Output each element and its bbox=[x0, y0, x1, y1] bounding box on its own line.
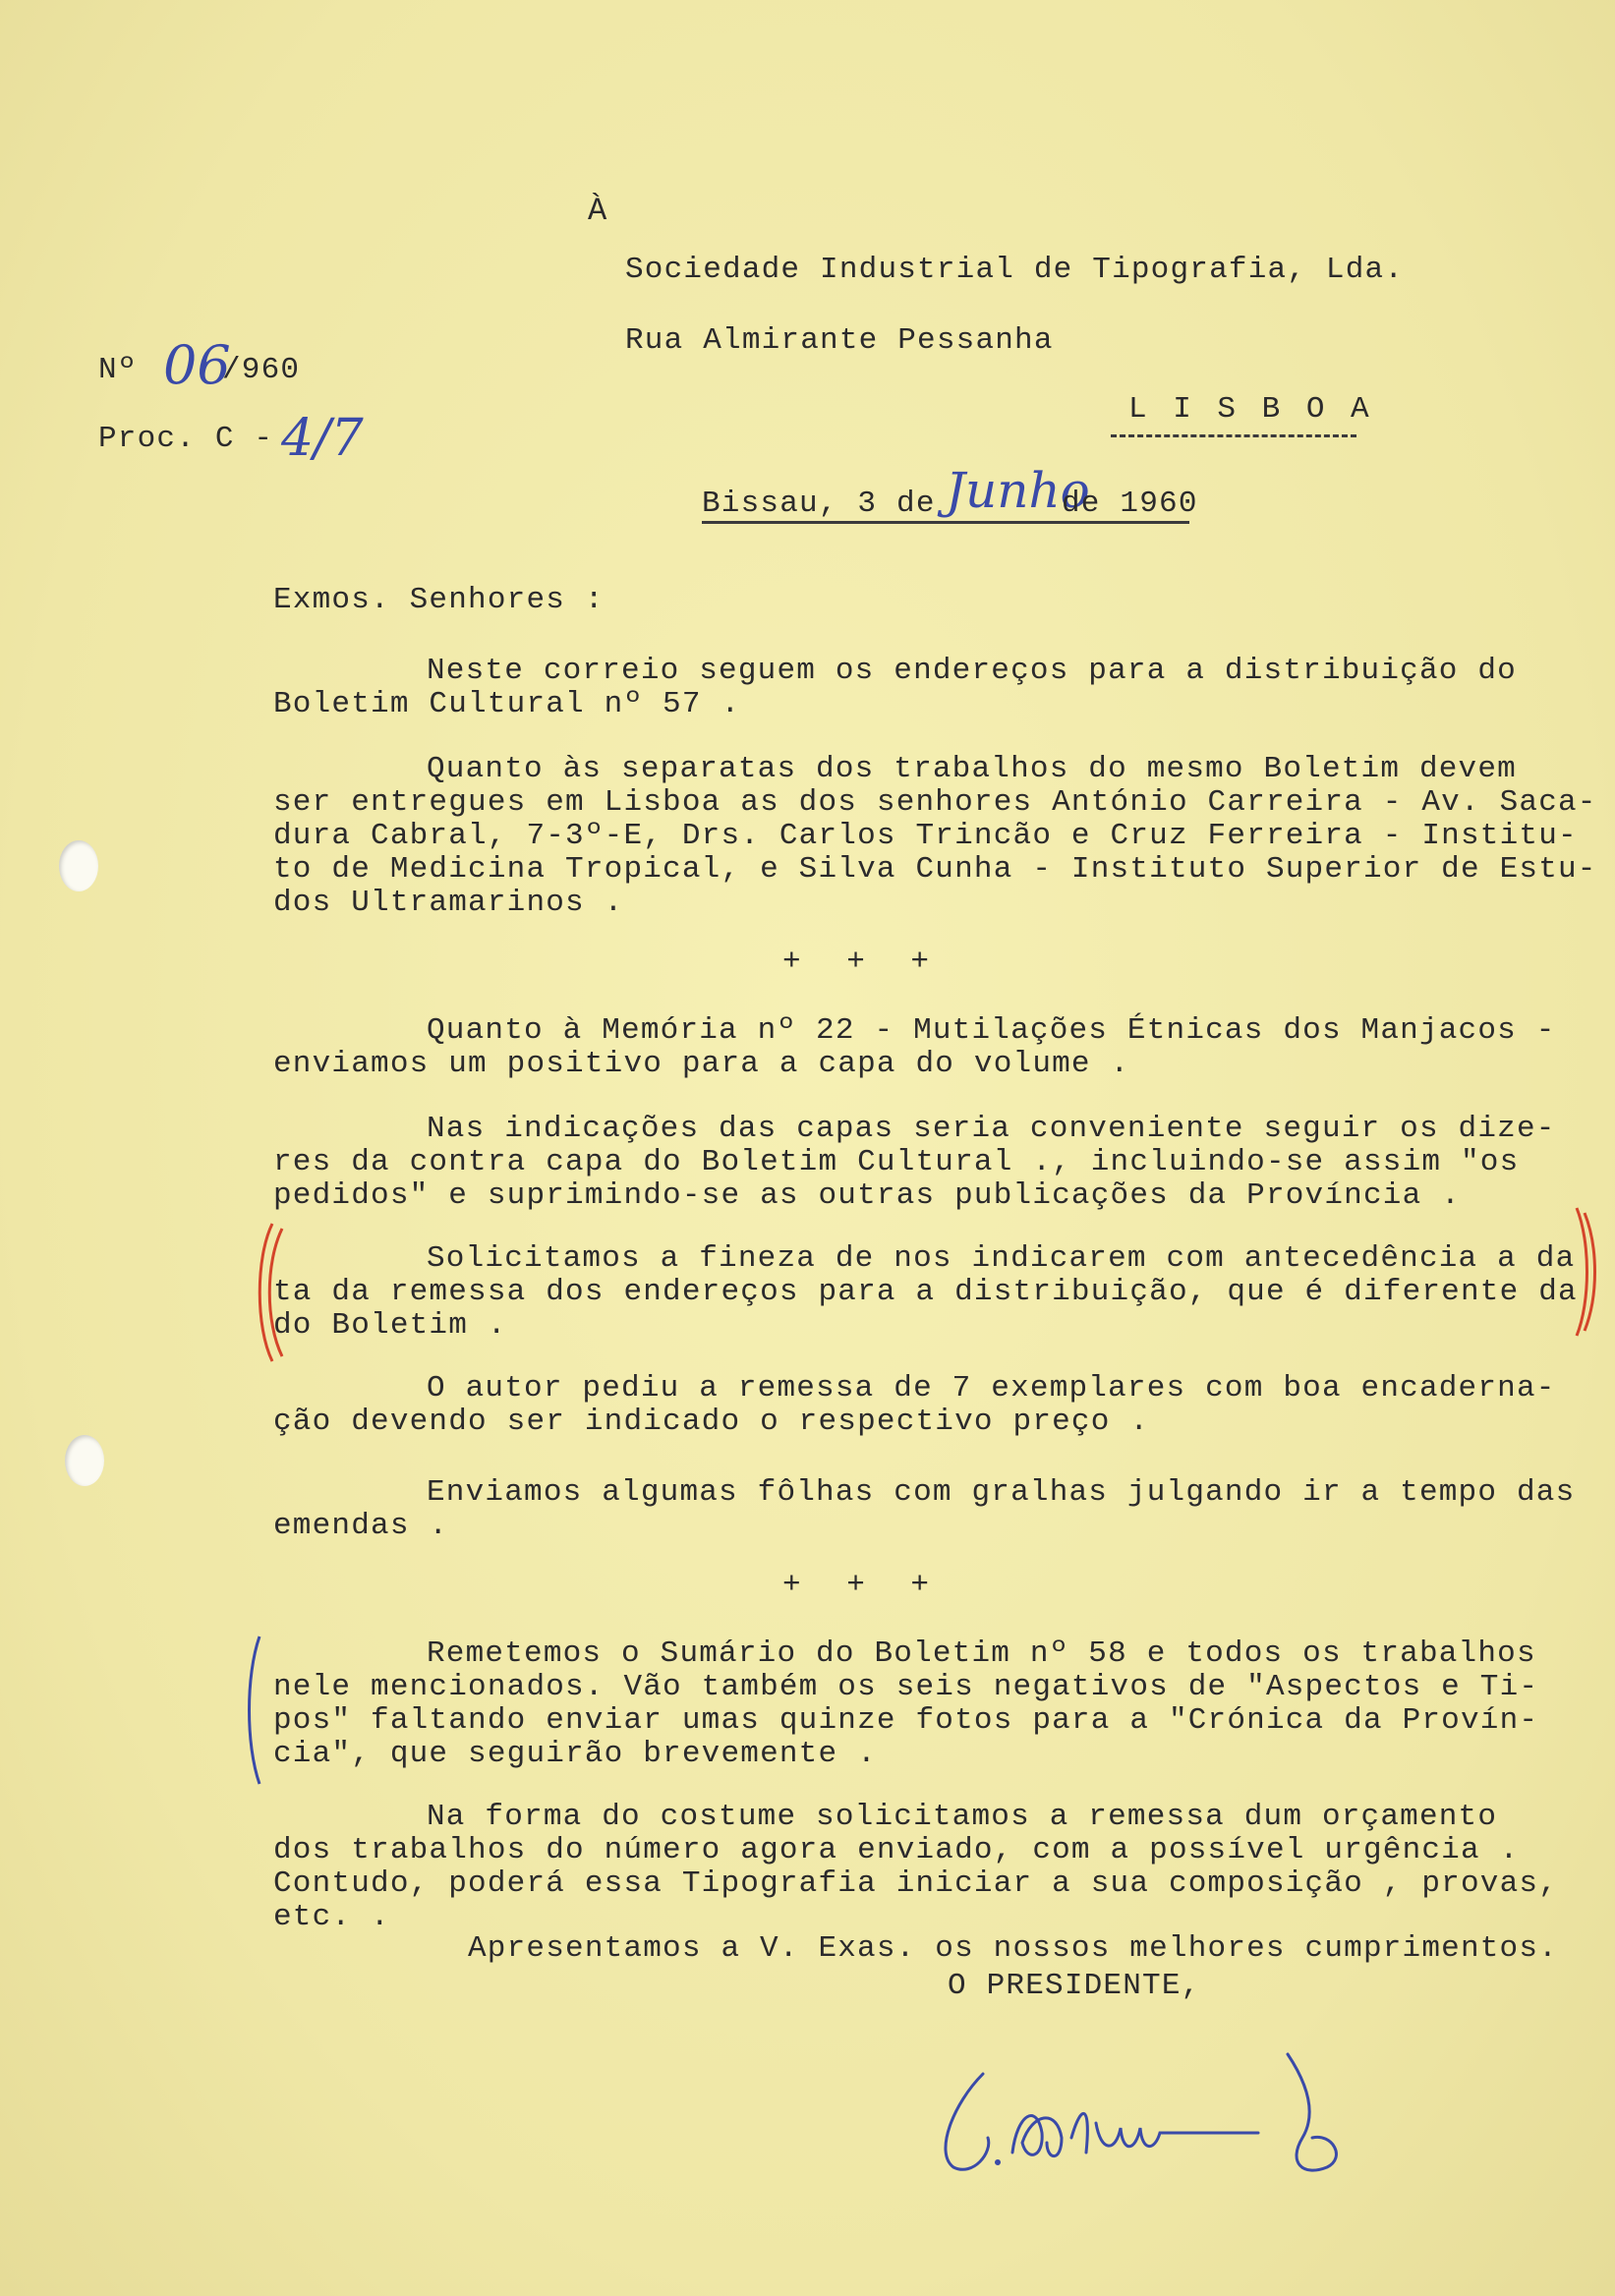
punch-hole-upper bbox=[59, 840, 98, 891]
reference-number-handwritten: 06 bbox=[163, 334, 231, 396]
paragraph-line: Quanto à Memória nº 22 - Mutilações Étnicas dos Manjacos - bbox=[427, 1013, 1556, 1048]
address-street: Rua Almirante Pessanha bbox=[625, 323, 1054, 358]
reference-proc-label: Proc. C - bbox=[98, 422, 274, 456]
paragraph-line: dos Ultramarinos . bbox=[273, 886, 624, 920]
blue-bracket-left bbox=[240, 1632, 269, 1789]
paragraph-line: Enviamos algumas fôlhas com gralhas julgando ir a tempo das bbox=[427, 1475, 1576, 1510]
paragraph-line: cia", que seguirão brevemente . bbox=[273, 1737, 877, 1771]
city-dashed-underline bbox=[1111, 434, 1356, 437]
paragraph-line: pedidos" e suprimindo-se as outras publicações da Província . bbox=[273, 1178, 1461, 1213]
paragraph-line: ser entregues em Lisboa as dos senhores António Carreira - Av. Saca- bbox=[273, 785, 1597, 820]
address-city: L I S B O A bbox=[1128, 392, 1373, 427]
paragraph-line: dura Cabral, 7-3º-E, Drs. Carlos Trincão e Cruz Ferreira - Institu- bbox=[273, 819, 1578, 853]
section-separator: + + + bbox=[782, 1568, 944, 1602]
paragraph-folhas bbox=[273, 1476, 1590, 1543]
salutation: Exmos. Senhores : bbox=[273, 583, 605, 617]
paragraph-line: Solicitamos a fineza de nos indicarem com antecedência a da bbox=[427, 1241, 1576, 1276]
paragraph-separatas bbox=[273, 752, 1597, 920]
paragraph-line: emendas . bbox=[273, 1509, 449, 1543]
paragraph-line: Na forma do costume solicitamos a remessa dum orçamento bbox=[427, 1800, 1498, 1834]
paragraph-line: nele mencionados. Vão também os seis negativos de "Aspectos e Ti- bbox=[273, 1670, 1539, 1704]
reference-number-label: Nº bbox=[98, 353, 138, 387]
reference-proc-handwritten: 4/7 bbox=[281, 409, 364, 468]
reference-number-year: /960 bbox=[222, 353, 301, 387]
dateline-year: de 1960 bbox=[1062, 487, 1198, 521]
paragraph-line: Contudo, poderá essa Tipografia iniciar a sua composição , provas, bbox=[273, 1866, 1558, 1901]
closing-text: Apresentamos a V. Exas. os nossos melhores cumprimentos. bbox=[468, 1931, 1558, 1966]
dateline-month-handwritten: Junho bbox=[946, 462, 1090, 519]
red-bracket-left bbox=[248, 1219, 287, 1366]
signature-title: O PRESIDENTE, bbox=[948, 1969, 1201, 2003]
paragraph-line: enviamos um positivo para a capa do volume . bbox=[273, 1047, 1130, 1081]
paragraph-memoria bbox=[273, 1014, 1590, 1081]
paragraph-line: Neste correio seguem os endereços para a distribuição do bbox=[427, 654, 1517, 688]
paragraph-line: Quanto às separatas dos trabalhos do mesmo Boletim devem bbox=[427, 752, 1517, 786]
dateline-underline bbox=[702, 521, 1189, 524]
punch-hole-lower bbox=[65, 1435, 104, 1486]
section-separator: + + + bbox=[782, 945, 944, 979]
paragraph-line: Boletim Cultural nº 57 . bbox=[273, 687, 741, 721]
paragraph-line: dos trabalhos do número agora enviado, com a possível urgência . bbox=[273, 1833, 1520, 1867]
paragraph-remessa bbox=[273, 1242, 1590, 1343]
paragraph-sumario bbox=[273, 1637, 1590, 1771]
paragraph-line: pos" faltando enviar umas quinze fotos para a "Crónica da Provín- bbox=[273, 1703, 1539, 1738]
paragraph-line: ção devendo ser indicado o respectivo preço . bbox=[273, 1405, 1150, 1439]
paragraph-line: Nas indicações das capas seria conveniente seguir os dize- bbox=[427, 1112, 1556, 1146]
paragraph-autor bbox=[273, 1372, 1590, 1439]
paragraph-line: O autor pediu a remessa de 7 exemplares com boa encaderna- bbox=[427, 1371, 1556, 1406]
dateline-place: Bissau, 3 de bbox=[702, 487, 936, 521]
paragraph-line: ta da remessa dos endereços para a distribuição, que é diferente da bbox=[273, 1275, 1578, 1309]
address-prefix: À bbox=[588, 193, 608, 229]
paragraph-line: res da contra capa do Boletim Cultural ., incluindo-se assim "os bbox=[273, 1145, 1520, 1179]
paragraph-line: do Boletim . bbox=[273, 1308, 507, 1343]
red-bracket-right bbox=[1569, 1203, 1608, 1341]
paragraph-capas bbox=[273, 1113, 1590, 1213]
handwritten-signature bbox=[914, 2044, 1406, 2192]
paragraph-orcamento bbox=[273, 1801, 1590, 1934]
address-company: Sociedade Industrial de Tipografia, Lda. bbox=[625, 253, 1405, 287]
paragraph-line: etc. . bbox=[273, 1900, 390, 1934]
paragraph-distribution bbox=[273, 655, 1590, 721]
paragraph-line: Remetemos o Sumário do Boletim nº 58 e todos os trabalhos bbox=[427, 1636, 1536, 1671]
paragraph-line: to de Medicina Tropical, e Silva Cunha - Instituto Superior de Estu- bbox=[273, 852, 1597, 887]
